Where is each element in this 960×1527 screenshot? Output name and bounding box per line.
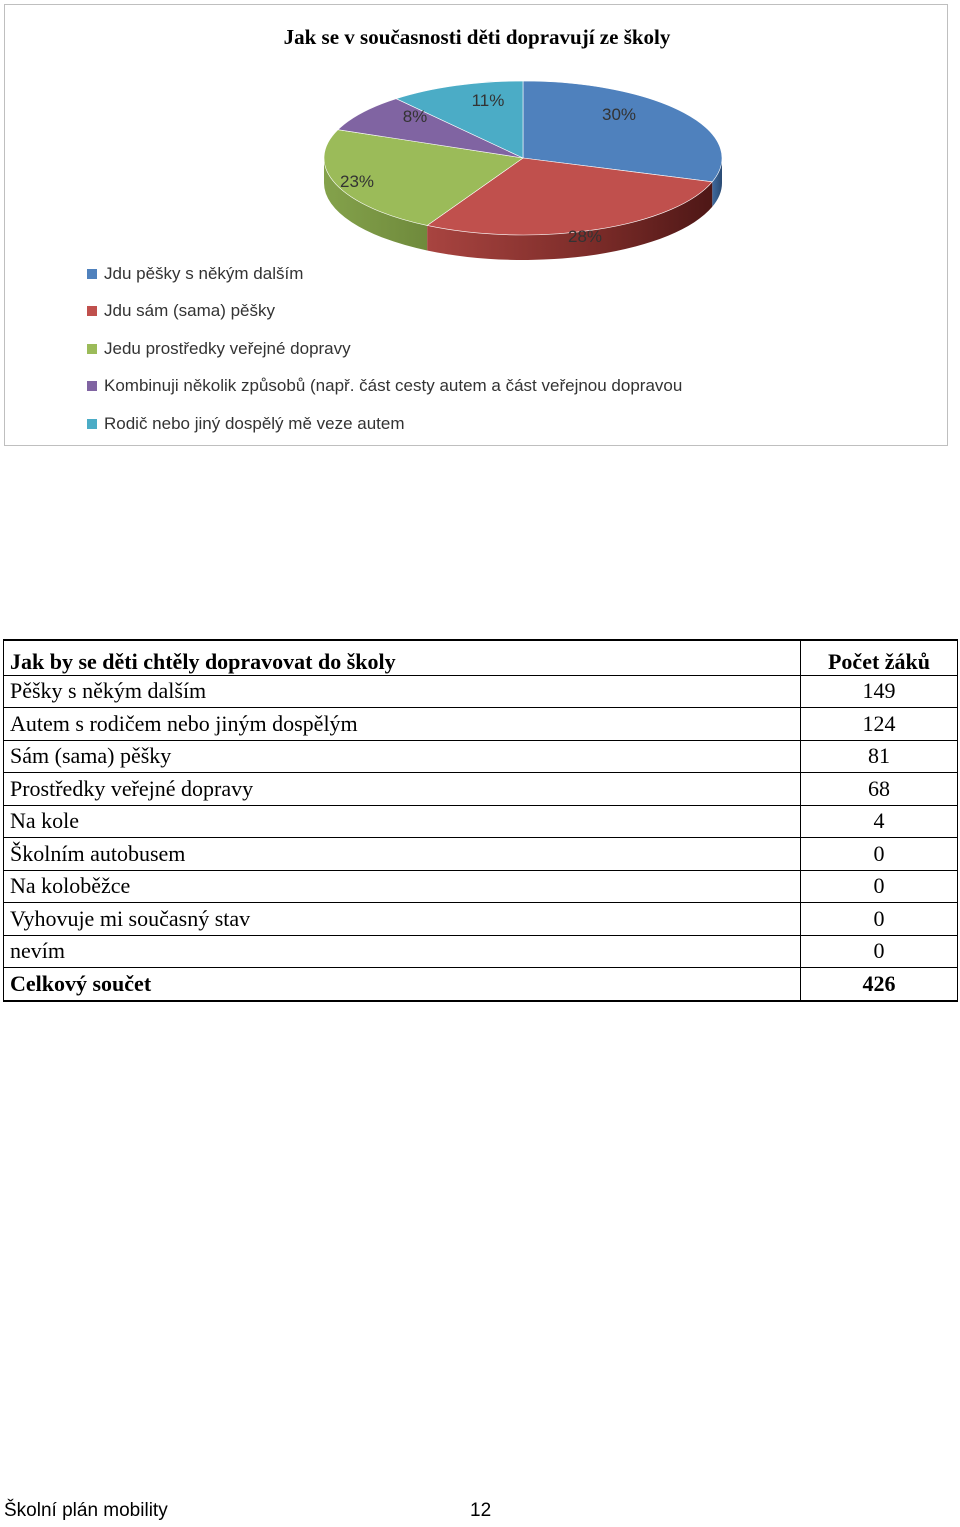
- table-cell-category: Sám (sama) pěšky: [4, 740, 801, 773]
- footer-title: Školní plán mobility: [4, 1500, 168, 1521]
- legend-label: Kombinuji několik způsobů (např. část cesty autem a část veřejnou dopravou: [104, 376, 683, 396]
- table-cell-count: 0: [801, 903, 958, 936]
- table-total-count: 426: [801, 968, 958, 1001]
- table-cell-category: Pěšky s někým dalším: [4, 675, 801, 708]
- chart-legend: [87, 255, 682, 443]
- table-header-category: Jak by se děti chtěly dopravovat do školy: [4, 640, 801, 675]
- table-cell-count: 0: [801, 838, 958, 871]
- table-cell-category: Na koloběžce: [4, 870, 801, 903]
- legend-swatch: [87, 381, 97, 391]
- table-cell-count: 68: [801, 773, 958, 806]
- table-cell-count: 0: [801, 935, 958, 968]
- table-cell-category: Prostředky veřejné dopravy: [4, 773, 801, 806]
- table-row: [4, 740, 958, 773]
- legend-item: [87, 293, 682, 331]
- pie-data-label: 11%: [471, 91, 505, 110]
- table-cell-category: nevím: [4, 935, 801, 968]
- legend-item: [87, 255, 682, 293]
- chart-container: [4, 4, 948, 446]
- table-row: [4, 675, 958, 708]
- legend-label: Jdu sám (sama) pěšky: [104, 301, 275, 321]
- table-total-row: [4, 968, 958, 1001]
- pie-data-label: 23%: [339, 172, 375, 191]
- table-cell-count: 81: [801, 740, 958, 773]
- table-cell-category: Vyhovuje mi současný stav: [4, 903, 801, 936]
- table-cell-count: 149: [801, 675, 958, 708]
- legend-swatch: [87, 306, 97, 316]
- transport-preference-table: [3, 639, 958, 1002]
- table-row: [4, 708, 958, 741]
- table-row: [4, 903, 958, 936]
- table-header-row: [4, 640, 958, 675]
- chart-title: Jak se v současnosti děti dopravují ze školy: [283, 25, 671, 49]
- legend-label: Rodič nebo jiný dospělý mě veze autem: [104, 413, 405, 433]
- pie-data-label: 28%: [567, 227, 603, 246]
- table-cell-category: Na kole: [4, 805, 801, 838]
- table-cell-count: 0: [801, 870, 958, 903]
- legend-label: Jedu prostředky veřejné dopravy: [104, 338, 351, 358]
- table-cell-category: Autem s rodičem nebo jiným dospělým: [4, 708, 801, 741]
- table-cell-count: 124: [801, 708, 958, 741]
- legend-swatch: [87, 344, 97, 354]
- legend-item: [87, 368, 682, 406]
- table-row: [4, 805, 958, 838]
- table-total-label: Celkový součet: [4, 968, 801, 1001]
- table-row: [4, 773, 958, 806]
- legend-item: [87, 330, 682, 368]
- legend-item: [87, 405, 682, 443]
- table-row: [4, 935, 958, 968]
- table-row: [4, 838, 958, 871]
- pie-data-label: 30%: [601, 105, 637, 124]
- pie-data-label: 8%: [402, 107, 428, 126]
- legend-swatch: [87, 269, 97, 279]
- legend-label: Jdu pěšky s někým dalším: [104, 263, 304, 283]
- table-cell-count: 4: [801, 805, 958, 838]
- table-row: [4, 870, 958, 903]
- table-cell-category: Školním autobusem: [4, 838, 801, 871]
- page-footer: [4, 1500, 960, 1526]
- table-header-count: Počet žáků: [801, 640, 958, 675]
- legend-swatch: [87, 419, 97, 429]
- page-number: 12: [470, 1500, 492, 1521]
